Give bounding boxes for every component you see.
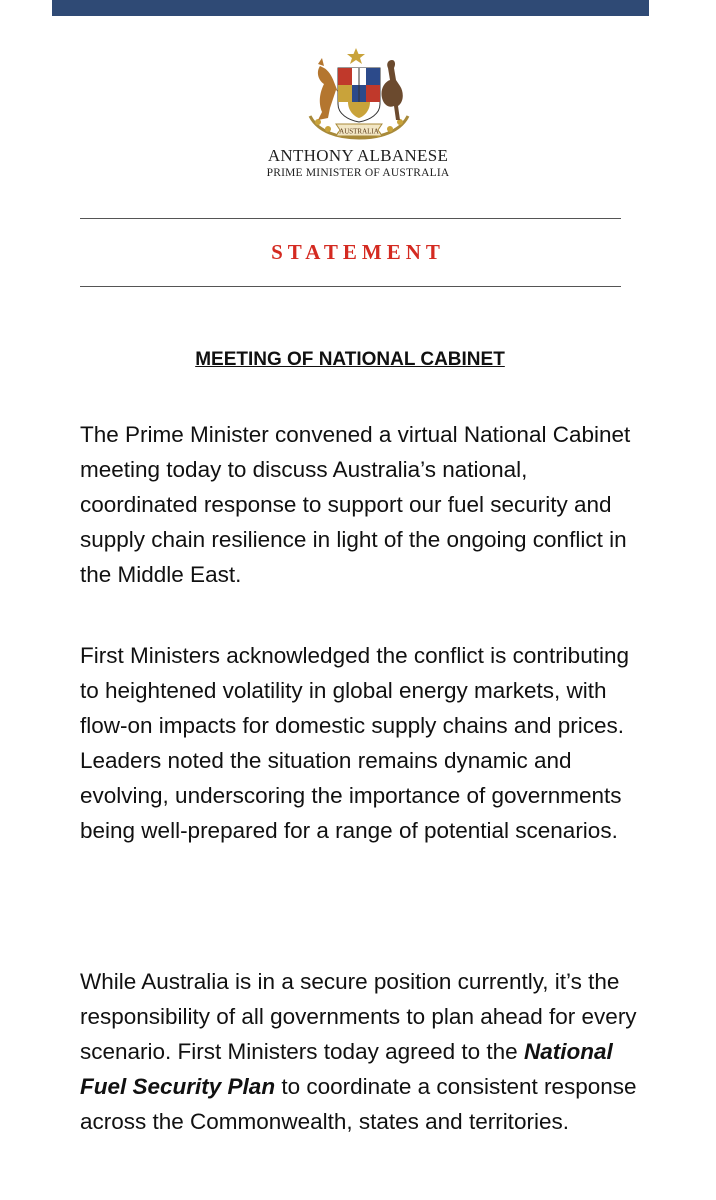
divider-bottom xyxy=(80,286,621,287)
svg-text:AUSTRALIA: AUSTRALIA xyxy=(339,127,379,136)
minister-role: PRIME MINISTER OF AUSTRALIA xyxy=(266,167,450,179)
divider-top xyxy=(80,218,621,219)
top-banner-bar xyxy=(52,0,649,16)
paragraph-1: The Prime Minister convened a virtual National Cabinet meeting today to discuss Australia’s national, coordinated response to support our fuel security and supply chain resilience in light of the ongoing conflict in the Middle East. xyxy=(80,422,631,587)
document-type-label: STATEMENT xyxy=(271,240,445,264)
paragraph-3-text-after: to coordinate a consistent response across the Commonwealth, states and territories. xyxy=(80,1074,637,1134)
plan-name-emphasis: National Fuel Security Plan xyxy=(80,1039,613,1099)
paragraph-3-text-before: While Australia is in a secure position currently, it’s the responsibility of all governments to plan ahead for every scenario. First Ministers today agreed to the xyxy=(80,969,637,1064)
document-title: MEETING OF NATIONAL CABINET xyxy=(195,349,505,370)
coat-of-arms-icon xyxy=(288,46,430,146)
paragraph-3 xyxy=(80,964,640,1139)
paragraph-2: First Ministers acknowledged the conflict is contributing to heightened volatility in global energy markets, with flow-on impacts for domestic supply chains and prices. Leaders noted the situation remains dynamic and evolving, underscoring the importance of governments being well-prepared for a range of potential scenarios. xyxy=(80,643,629,843)
minister-name: ANTHONY ALBANESE xyxy=(267,146,449,165)
